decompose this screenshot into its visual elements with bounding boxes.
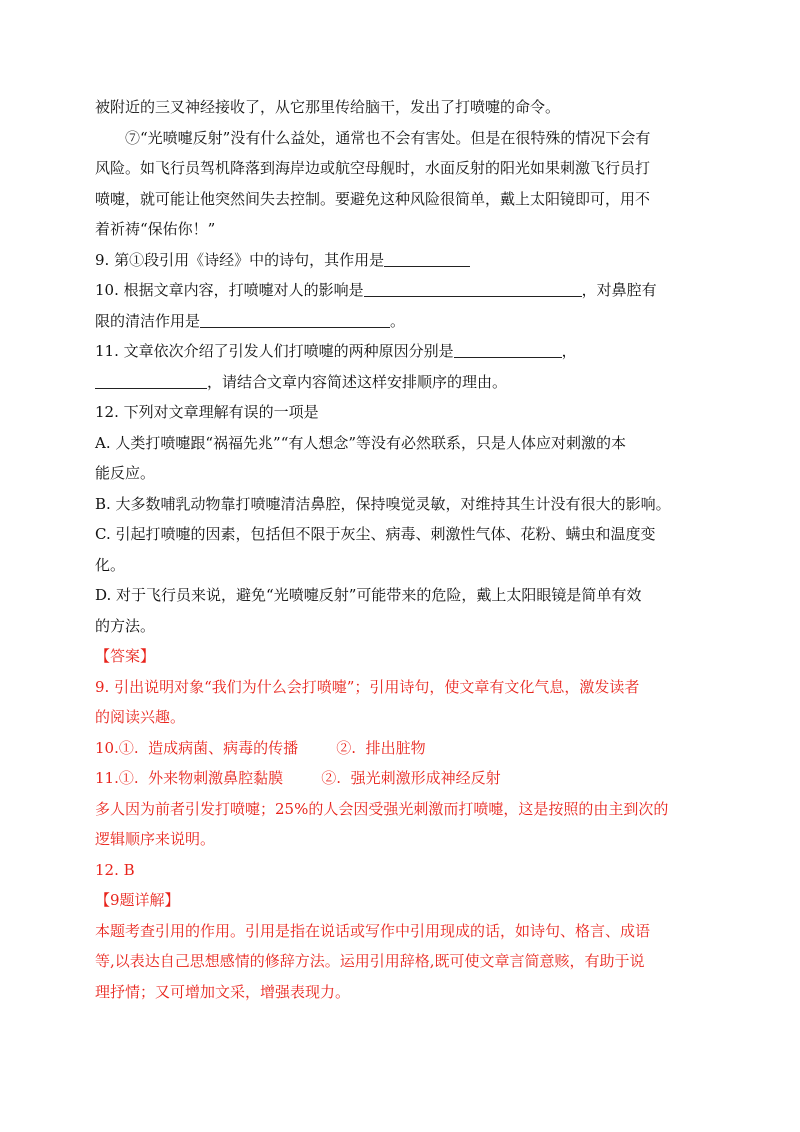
question-10-text: 10. 根据文章内容，打喷嚏对人的影响是	[95, 281, 364, 299]
question-10-text: 。	[390, 311, 406, 330]
question-12: 12. 下列对文章理解有误的一项是	[95, 403, 319, 421]
option-d: D. 对于飞行员来说，避免“光喷嚏反射”可能带来的危险，戴上太阳眼镜是简单有效	[95, 586, 642, 604]
answer-blank	[364, 281, 582, 297]
answer-line: 多人因为前者引发打喷嚏；25%的人会因受强光刺激而打喷嚏，这是按照的由主到次的	[95, 799, 669, 818]
question-10	[95, 275, 715, 306]
answer-line: 12. B	[95, 860, 135, 879]
option-a: A. 人类打喷嚏跟“祸福先兆”“有人想念”等没有必然联系，只是人体应对刺激的本	[95, 433, 627, 452]
option-c-cont: 化。	[95, 555, 126, 574]
question-11	[95, 336, 715, 367]
question-11-text: ，请结合文章内容简述这样安排顺序的理由。	[207, 372, 508, 391]
explanation-line: 本题考查引用的作用。引用是指在说话或写作中引用现成的话，如诗句、格言、成语	[95, 921, 651, 940]
answer-line: 9. 引出说明对象“我们为什么会打喷嚏”；引用诗句，使文章有文化气息，激发读者	[95, 677, 640, 696]
document-page	[95, 92, 715, 1007]
option-a-cont: 能反应。	[95, 464, 156, 482]
explanation-line: 理抒情；又可增加文采，增强表现力。	[95, 982, 351, 1001]
explanation-line: 等,以表达自己思想感情的修辞方法。运用引用辞格,既可使文章言简意赅，有助于说	[95, 952, 645, 970]
explanation-header: 【9题详解】	[95, 891, 180, 909]
question-9-text: 9. 第①段引用《诗经》中的诗句，其作用是	[95, 250, 385, 269]
question-11-cont	[95, 367, 715, 398]
option-d-cont: 的方法。	[95, 616, 156, 635]
passage-line: 被附近的三叉神经接收了，从它那里传给脑干，发出了打喷嚏的命令。	[95, 98, 561, 116]
answer-line: 10.①. 造成病菌、病毒的传播 ②. 排出脏物	[95, 738, 426, 757]
question-10-cont	[95, 306, 715, 337]
passage-line: 着祈祷“保佑你！”	[95, 220, 216, 238]
answer-blank	[200, 312, 390, 328]
answer-line: 逻辑顺序来说明。	[95, 830, 216, 848]
passage-line: ⑦“光喷嚏反射”没有什么益处，通常也不会有害处。但是在很特殊的情况下会有	[125, 128, 651, 147]
question-10-text: ，对鼻腔有	[581, 281, 657, 299]
question-9	[95, 245, 715, 276]
answer-header: 【答案】	[95, 647, 156, 665]
passage-line: 风险。如飞行员驾机降落到海岸边或航空母舰时，水面反射的阳光如果刺激飞行员打	[95, 159, 651, 177]
answer-blank	[454, 342, 562, 358]
answer-blank	[384, 251, 470, 267]
question-11-text: ，	[561, 342, 577, 360]
answer-line: 11.①. 外来物刺激鼻腔黏膜 ②. 强光刺激形成神经反射	[95, 769, 501, 787]
answer-blank	[95, 373, 207, 389]
question-10-text: 限的清洁作用是	[95, 311, 201, 330]
passage-line: 喷嚏，就可能让他突然间失去控制。要避免这种风险很简单，戴上太阳镜即可，用不	[95, 189, 651, 208]
answer-line: 的阅读兴趣。	[95, 708, 186, 726]
question-11-text: 11. 文章依次介绍了引发人们打喷嚏的两种原因分别是	[95, 342, 454, 360]
option-b: B. 大多数哺乳动物靠打喷嚏清洁鼻腔，保持嗅觉灵敏，对维持其生计没有很大的影响。	[95, 494, 671, 513]
option-c: C. 引起打喷嚏的因素，包括但不限于灰尘、病毒、刺激性气体、花粉、螨虫和温度变	[95, 525, 656, 543]
